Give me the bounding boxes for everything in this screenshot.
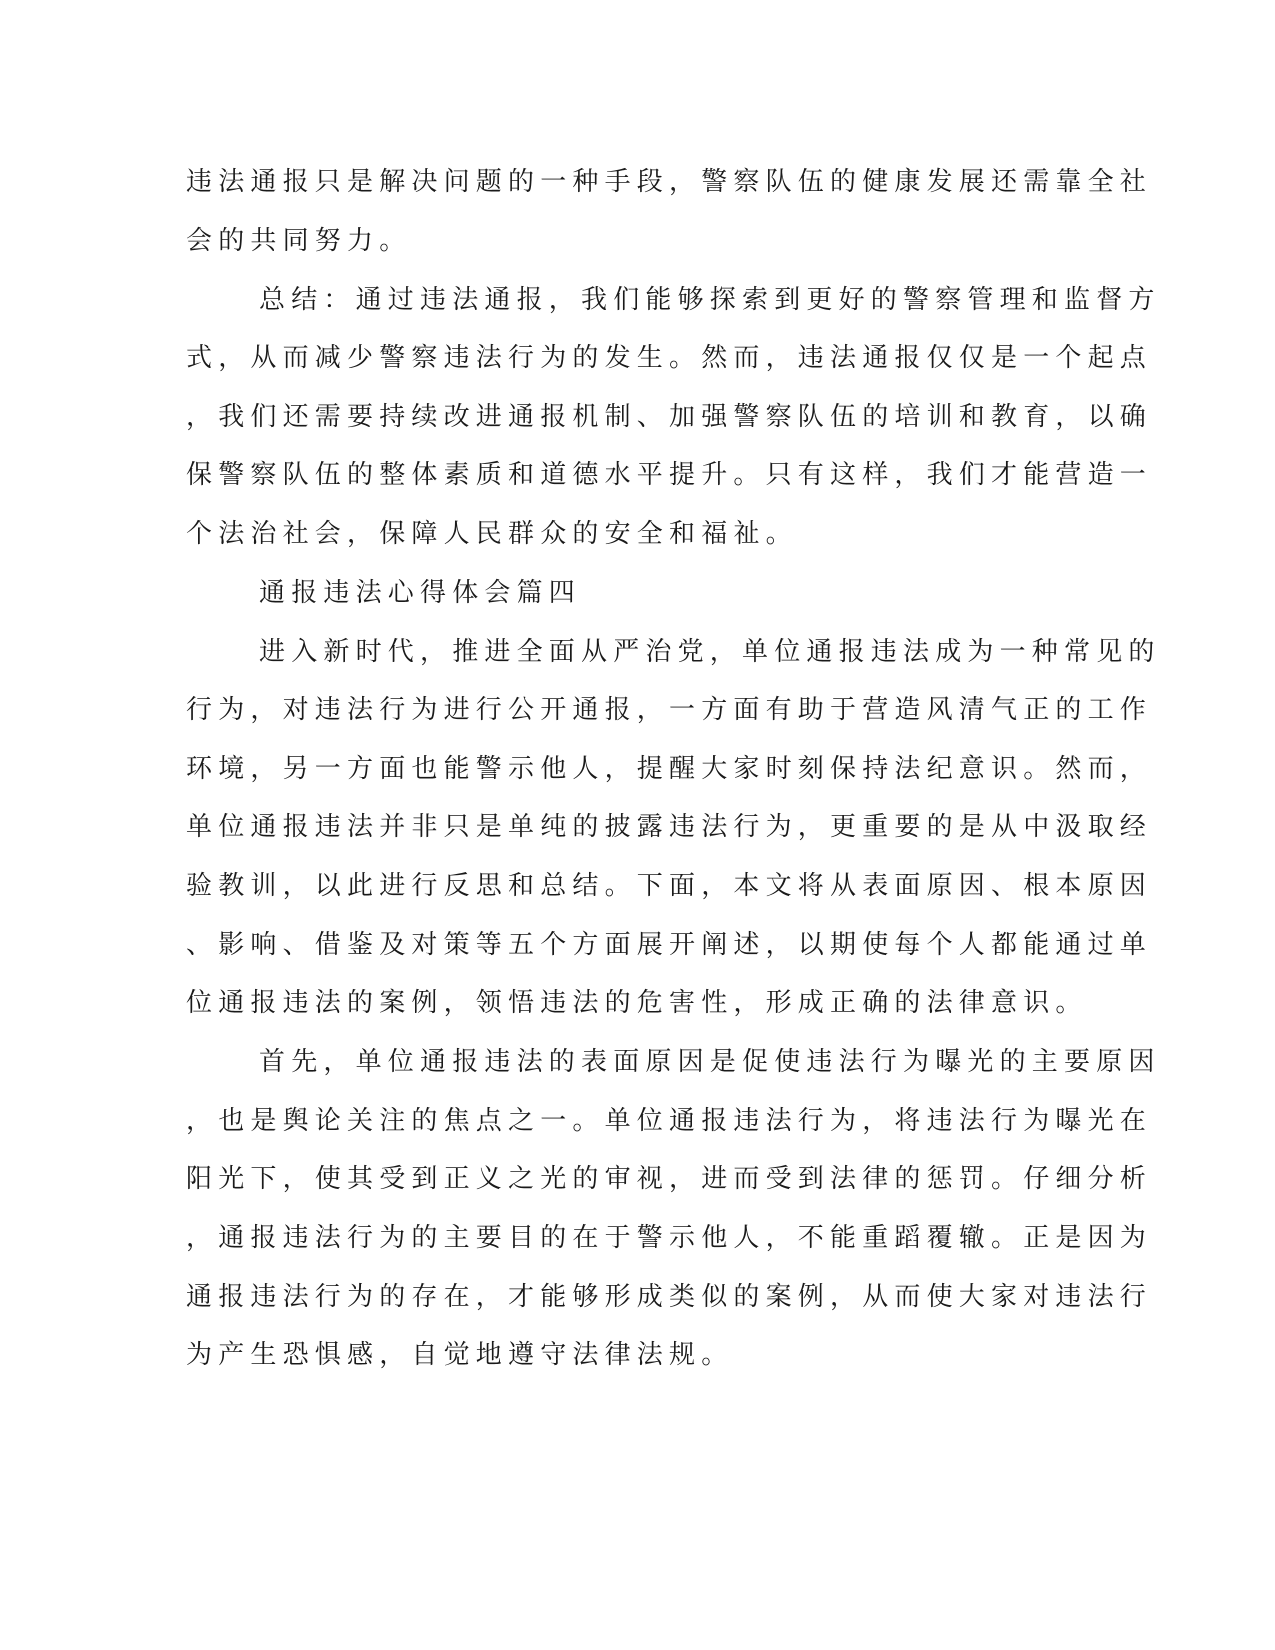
text-line: 会的共同努力。: [186, 226, 412, 256]
text-line: 阳光下，使其受到正义之光的审视，进而受到法律的惩罚。仔细分析: [186, 1164, 1153, 1194]
text-line: 位通报违法的案例，领悟违法的危害性，形成正确的法律意识。: [186, 988, 1088, 1018]
text-line: 通报违法行为的存在，才能够形成类似的案例，从而使大家对违法行: [186, 1282, 1153, 1312]
text-line: 、影响、借鉴及对策等五个方面展开阐述，以期使每个人都能通过单: [186, 930, 1153, 960]
text-line: 首先，单位通报违法的表面原因是促使违法行为曝光的主要原因: [259, 1047, 1161, 1077]
text-line: 验教训，以此进行反思和总结。下面，本文将从表面原因、根本原因: [186, 871, 1153, 901]
text-line: ，通报违法行为的主要目的在于警示他人，不能重蹈覆辙。正是因为: [186, 1223, 1153, 1253]
text-line: 单位通报违法并非只是单纯的披露违法行为，更重要的是从中汲取经: [186, 812, 1153, 842]
text-line: 进入新时代，推进全面从严治党，单位通报违法成为一种常见的: [259, 637, 1161, 667]
text-line: 环境，另一方面也能警示他人，提醒大家时刻保持法纪意识。然而，: [186, 754, 1153, 784]
text-line: 总结：通过违法通报，我们能够探索到更好的警察管理和监督方: [259, 285, 1161, 315]
text-line: 行为，对违法行为进行公开通报，一方面有助于营造风清气正的工作: [186, 695, 1153, 725]
text-line: 违法通报只是解决问题的一种手段，警察队伍的健康发展还需靠全社: [186, 167, 1153, 197]
text-line: 个法治社会，保障人民群众的安全和福祉。: [186, 519, 798, 549]
text-line: 式，从而减少警察违法行为的发生。然而，违法通报仅仅是一个起点: [186, 343, 1153, 373]
text-line: ，我们还需要持续改进通报机制、加强警察队伍的培训和教育，以确: [186, 402, 1153, 432]
text-line: 保警察队伍的整体素质和道德水平提升。只有这样，我们才能营造一: [186, 460, 1153, 490]
text-line: ，也是舆论关注的焦点之一。单位通报违法行为，将违法行为曝光在: [186, 1106, 1153, 1136]
section-heading: 通报违法心得体会篇四: [259, 578, 582, 608]
text-line: 为产生恐惧感，自觉地遵守法律法规。: [186, 1340, 734, 1370]
